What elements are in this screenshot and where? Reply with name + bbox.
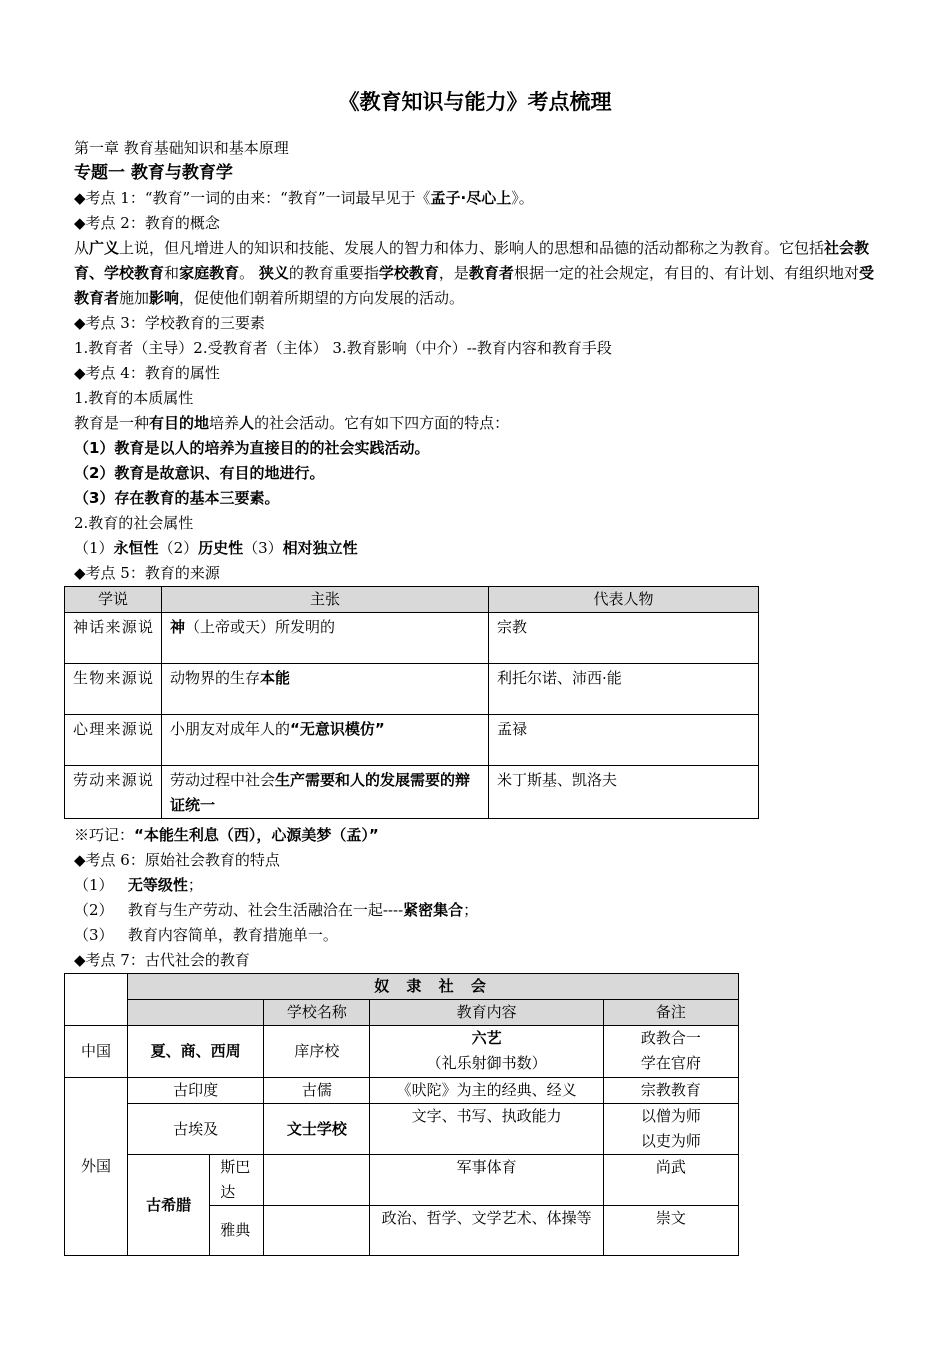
content-cell: 军事体育 (370, 1155, 603, 1206)
section-after-table (74, 823, 884, 973)
content-cell: 政治、哲学、文学艺术、体操等 (370, 1206, 603, 1256)
city-cell: 斯巴达 (210, 1155, 264, 1206)
kp3-items: 1.教育者（主导）2.受教育者（主体） 3.教育影响（中介）--教育内容和教育手段 (74, 339, 612, 357)
theory-cell: 生物来源说 (65, 664, 162, 715)
kp6-item: （3） 教育内容简单，教育措施单一。 (74, 926, 338, 944)
region-cell: 中国 (65, 1026, 128, 1078)
table-row-india (65, 1078, 739, 1104)
claim-cell: 劳动过程中社会生产需要和人的发展需要的辩证统一 (162, 766, 489, 819)
note-cell: 以僧为师 以吏为师 (603, 1104, 738, 1155)
table-row (65, 766, 759, 819)
table-header-row (65, 587, 759, 613)
country-cell: 古印度 (128, 1078, 264, 1104)
feature-item: （3）存在教育的基本三要素。 (74, 489, 280, 507)
header-note: 备注 (603, 1000, 738, 1026)
table-row-china (65, 1026, 739, 1078)
claim-cell: 小朋友对成年人的“无意识模仿” (162, 715, 489, 766)
kp3-heading: ◆考点 3：学校教育的三要素 (74, 314, 265, 332)
kp1-line: ◆考点 1：“教育”一词的由来：“教育”一词最早见于《孟子·尽心上》。 (74, 189, 534, 207)
kp6-item: （2） 教育与生产劳动、社会生活融洽在一起----紧密集合； (74, 901, 479, 919)
society-header: 奴 隶 社 会 (128, 974, 739, 1000)
society-row (65, 974, 739, 1000)
note-cell: 尚武 (603, 1155, 738, 1206)
kp6-heading: ◆考点 6：原始社会教育的特点 (74, 851, 280, 869)
attr1-desc: 教育是一种有目的地培养人的社会活动。它有如下四方面的特点： (74, 414, 510, 432)
attr2-items: （1）永恒性（2）历史性（3）相对独立性 (74, 539, 358, 557)
header-content: 教育内容 (370, 1000, 603, 1026)
kp6-item: （1） 无等级性； (74, 876, 203, 894)
feature-item: （2）教育是故意识、有目的地进行。 (74, 464, 325, 482)
claim-cell: 神（上帝或天）所发明的 (162, 613, 489, 664)
table-row-egypt (65, 1104, 739, 1155)
attr2-heading: 2.教育的社会属性 (74, 514, 194, 532)
corner-cell (65, 974, 128, 1026)
content-cell: 《吠陀》为主的经典、经义 (370, 1078, 603, 1104)
dynasty-cell: 夏、商、西周 (128, 1026, 264, 1078)
person-cell: 利托尔诺、沛西·能 (489, 664, 759, 715)
city-cell: 雅典 (210, 1206, 264, 1256)
kp2-heading: ◆考点 2：教育的概念 (74, 214, 220, 232)
person-cell: 宗教 (489, 613, 759, 664)
table-row (65, 715, 759, 766)
education-origin-table (64, 586, 759, 819)
mnemonic-line: ※巧记：“本能生利息（西），心源美梦（孟）” (74, 826, 379, 844)
school-cell (264, 1206, 370, 1256)
school-cell: 庠序校 (264, 1026, 370, 1078)
topic-heading: 专题一 教育与教育学 (74, 163, 233, 183)
school-cell: 文士学校 (264, 1104, 370, 1155)
country-cell: 古埃及 (128, 1104, 264, 1155)
attr1-heading: 1.教育的本质属性 (74, 389, 194, 407)
note-cell: 政教合一 学在官府 (603, 1026, 738, 1078)
page-title: 《教育知识与能力》考点梳理 (338, 90, 612, 114)
person-cell: 米丁斯基、凯洛夫 (489, 766, 759, 819)
table-header-row (65, 1000, 739, 1026)
header-claim: 主张 (162, 587, 489, 613)
theory-cell: 神话来源说 (65, 613, 162, 664)
claim-cell: 动物界的生存本能 (162, 664, 489, 715)
kp4-heading: ◆考点 4：教育的属性 (74, 364, 220, 382)
header-person: 代表人物 (489, 587, 759, 613)
header-school: 学校名称 (264, 1000, 370, 1026)
kp7-heading: ◆考点 7：古代社会的教育 (74, 951, 250, 969)
theory-cell: 心理来源说 (65, 715, 162, 766)
note-cell: 宗教教育 (603, 1078, 738, 1104)
content-cell: 文字、书写、执政能力 (370, 1104, 603, 1155)
content-body (74, 136, 884, 586)
school-cell: 古儒 (264, 1078, 370, 1104)
content-cell: 六艺 （礼乐射御书数） (370, 1026, 603, 1078)
header-theory: 学说 (65, 587, 162, 613)
table-row-sparta (65, 1155, 739, 1206)
table-row (65, 613, 759, 664)
school-cell (264, 1155, 370, 1206)
country-cell: 古希腊 (128, 1155, 210, 1256)
blank-header-cell (128, 1000, 264, 1026)
chapter-heading: 第一章 教育基础知识和基本原理 (74, 139, 289, 157)
note-cell: 崇文 (603, 1206, 738, 1256)
education-concept-paragraph: 从广义上说，但凡增进人的知识和技能、发展人的智力和体力、影响人的思想和品德的活动都称之为教育。它包括社会教育、学校教育和家庭教育。 狭义的教育重要指学校教育，是教育者根据一定的社会规定，有目的、有计划、有组织地对受教育者施加影响，促使他们朝着所期望的方向发展的活动。 (74, 239, 874, 307)
table-row (65, 664, 759, 715)
person-cell: 孟禄 (489, 715, 759, 766)
feature-item: （1）教育是以人的培养为直接目的的社会实践活动。 (74, 439, 430, 457)
theory-cell: 劳动来源说 (65, 766, 162, 819)
ancient-education-table (64, 973, 739, 1256)
region-cell: 外国 (65, 1078, 128, 1256)
kp5-heading: ◆考点 5：教育的来源 (74, 564, 220, 582)
